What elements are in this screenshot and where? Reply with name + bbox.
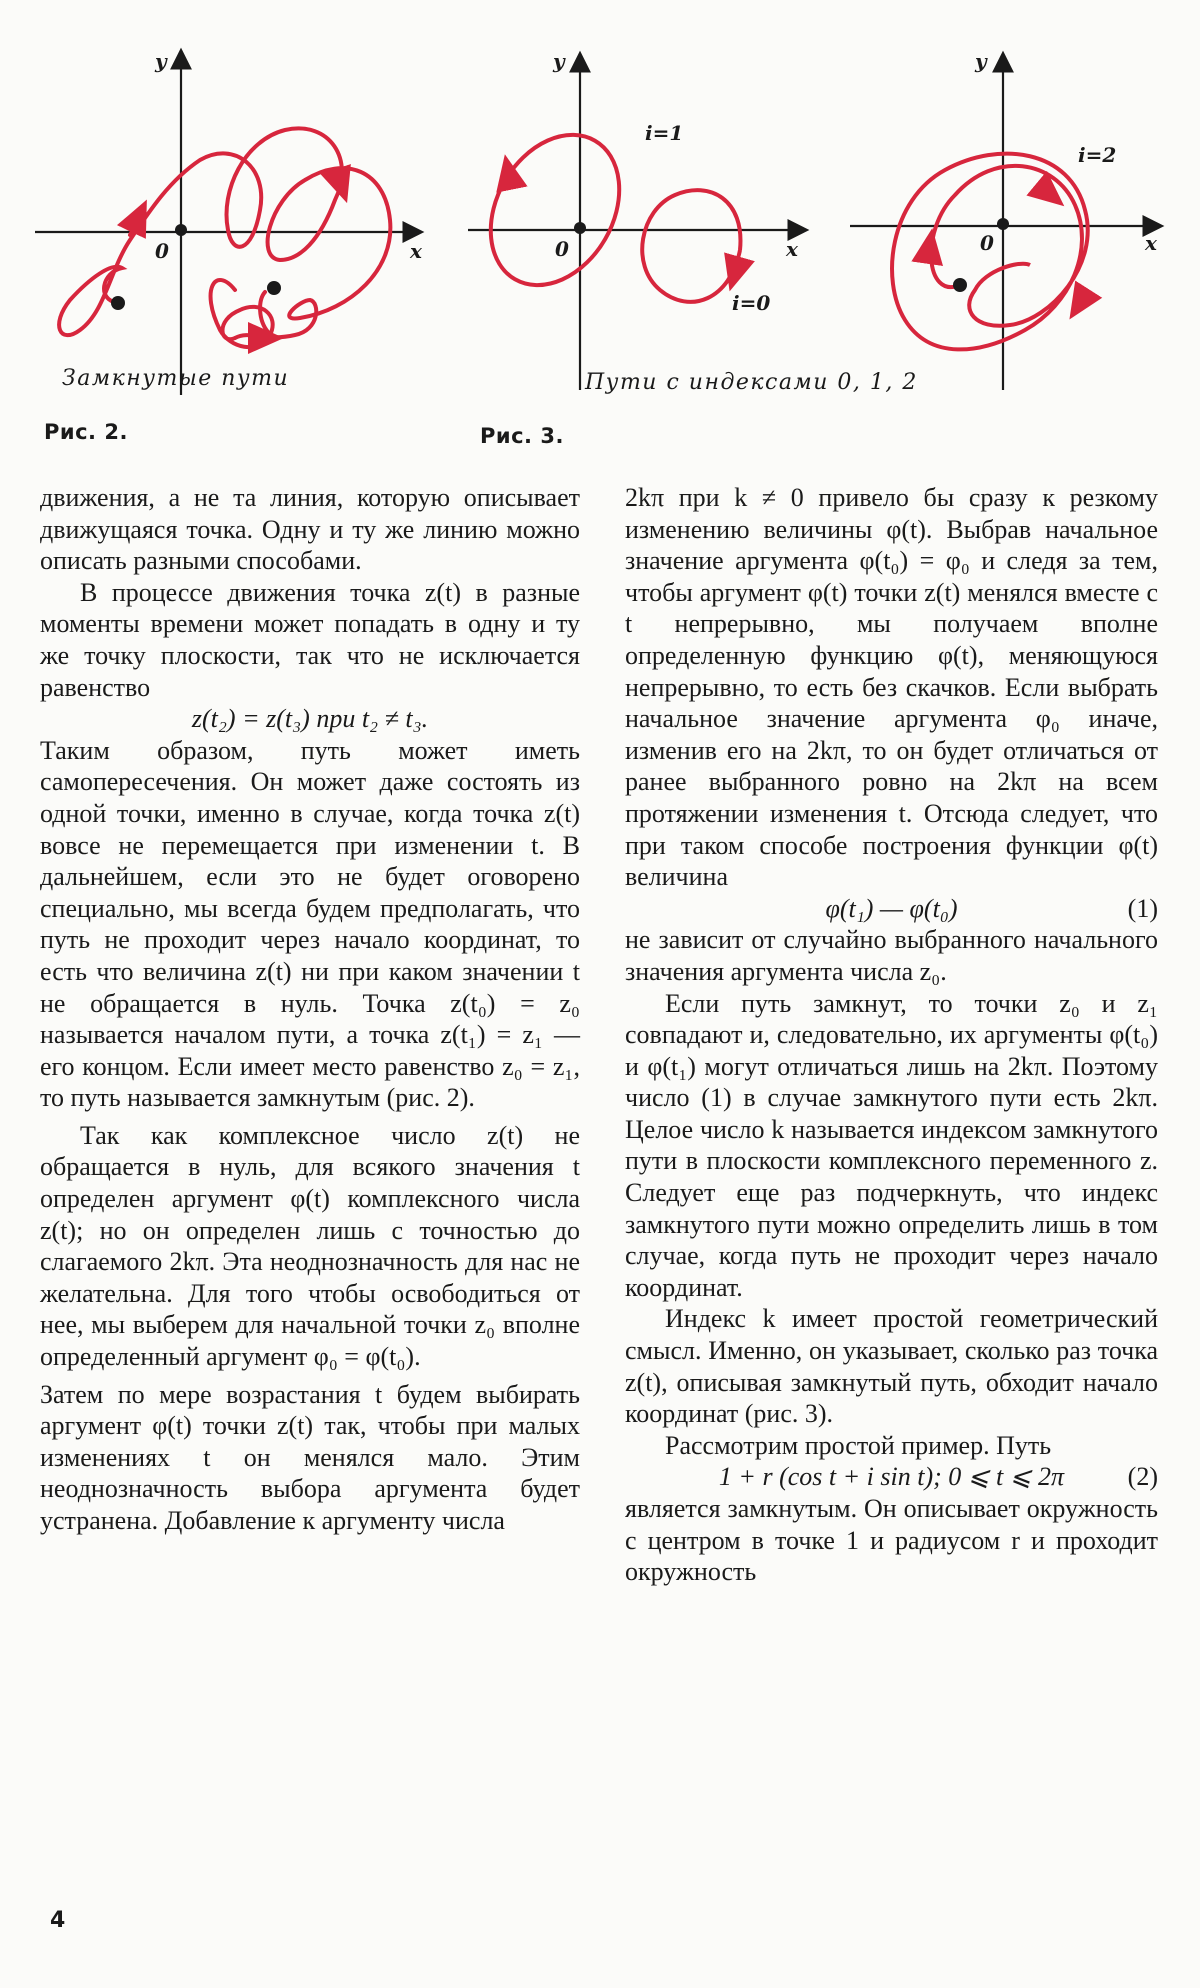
fig2-origin-label: 0: [155, 239, 169, 263]
paragraph: Рассмотрим простой пример. Путь: [665, 1430, 1052, 1460]
fig2-start-point-2: [267, 281, 281, 295]
paragraph: 2kπ при k ≠ 0 привело бы сразу к резкому изменению величины φ(t). Выбрав начальное значение аргумента φ(t₀) = φ₀ и следя за тем, чтобы аргумент φ(t) точки z(t) менялся вместе с t непрерывно, мы получаем вполне определенную функцию φ(t), меняющуюся непрерывно, то есть без скачков. Если выбрать начальное значение аргумента φ₀ иначе, изменив его на 2kπ, то он будет отличаться от ранее выбранного ровно на 2kπ на всем протяжении изменения t. Отсюда следует, что при таком способе построения функции φ(t) величина: [625, 483, 1158, 892]
fig3-path-index-0: [642, 190, 740, 302]
paragraph: Затем по мере возрастания t будем выбирать аргумент φ(t) точки z(t) так, чтобы при малых изменениях t он менялся мало. Этим неоднозначность выбора аргумента будет устранена. Добавление к аргументу числа: [40, 1379, 580, 1535]
fig2-axis-x-label: x: [410, 239, 422, 263]
fig2-label: Рис. 2.: [44, 420, 128, 444]
fig3a-origin-label: 0: [555, 237, 569, 261]
fig3a-axis-x-label: x: [786, 237, 798, 261]
fig3b-origin-label: 0: [980, 231, 994, 255]
right-column: [625, 482, 1158, 1588]
fig3-index-1-label: i=1: [645, 121, 684, 145]
formula-z-equality: z(t₂) = z(t₃) при t₂ ≠ t₃.: [191, 704, 429, 734]
paragraph: не зависит от случайно выбранного начального значения аргумента числа z₀.: [625, 925, 1158, 986]
formula-1: [625, 893, 1158, 925]
fig3-caption: Пути с индексами 0, 1, 2: [585, 370, 918, 395]
paragraph: Так как комплексное число z(t) не обращается в нуль, для всякого значения t определен аргумент φ(t) комплексного числа z(t); но он определен лишь с точностью до слагаемого 2kπ. Эта неоднозначность для нас не желательна. Для того чтобы освободиться от нее, мы выберем для начальной точки z₀ вполне определенный аргумент φ₀ = φ(t₀).: [40, 1120, 580, 1372]
paragraph: Таким образом, путь может иметь самопересечения. Он может даже состоять из одной точки, именно в случае, когда точка z(t) вовсе не перемещается при изменении t. В дальнейшем, если это не будет оговорено специально, мы всегда будем предполагать, что путь не проходит через начало координат, то есть что величина z(t) ни при каком значении t не обращается в нуль. Точка z(t₀) = z₀ называется началом пути, а точка z(t₁) = z₁ — его концом. Если имеет место равенство z₀ = z₁, то путь называется замкнутым (рис. 2).: [40, 735, 580, 1113]
formula-2-number: (2): [1127, 1462, 1158, 1492]
fig3-axes: [468, 55, 1160, 390]
paragraph: Индекс k имеет простой геометрический смысл. Именно, он указывает, сколько раз точка z(t), описывая замкнутый путь, обходит начало координат (рис. 3).: [625, 1304, 1158, 1429]
formula-1-number: (1): [1127, 893, 1158, 923]
fig3-index-2-label: i=2: [1078, 143, 1117, 167]
fig3b-axis-x-label: x: [1145, 231, 1157, 255]
paragraph: является замкнутым. Он описывает окружность с центром в точке 1 и радиусом r и проходит окружность: [625, 1494, 1158, 1587]
fig3b-axis-y-label: y: [975, 49, 987, 73]
fig2-axis-y-label: y: [155, 49, 167, 73]
fig2-start-point-1: [111, 296, 125, 310]
paragraph: В процессе движения точка z(t) в разные моменты времени может попадать в одну и ту же точку плоскости, так что не исключается равенство: [40, 577, 580, 702]
paragraph: Если путь замкнут, то точки z₀ и z₁ совпадают и, следовательно, их аргументы φ(t₀) и φ(t₁) могут отличаться лишь на 2kπ. Поэтому число (1) в случае замкнутого пути есть 2kπ. Целое число k называется индексом замкнутого пути в плоскости комплексного переменного z. Следует еще раз подчеркнуть, что индекс замкнутого пути можно определить лишь в том случае, когда путь не проходит через начало координат.: [625, 988, 1158, 1302]
formula-2-expression: 1 + r (cos t + i sin t); 0 ⩽ t ⩽ 2π: [718, 1462, 1065, 1492]
formula-2: [625, 1461, 1158, 1493]
fig3-label: Рис. 3.: [480, 424, 564, 448]
page-number: 4: [50, 1908, 66, 1933]
formula-1-expression: φ(t₁) — φ(t₀): [825, 893, 958, 923]
fig2-closed-path: [59, 128, 390, 347]
fig3-index-0-label: i=0: [732, 291, 771, 315]
fig3-start-point: [953, 278, 967, 292]
fig3a-axis-y-label: y: [553, 49, 565, 73]
figures-block: [0, 0, 1200, 460]
fig2-caption: Замкнутые пути: [62, 366, 290, 391]
paragraph: движения, а не та линия, которую описывает движущаяся точка. Одну и ту же линию можно описать разными способами.: [40, 483, 580, 576]
left-column: [40, 482, 580, 1537]
fig3-path-index-1: [465, 112, 645, 309]
